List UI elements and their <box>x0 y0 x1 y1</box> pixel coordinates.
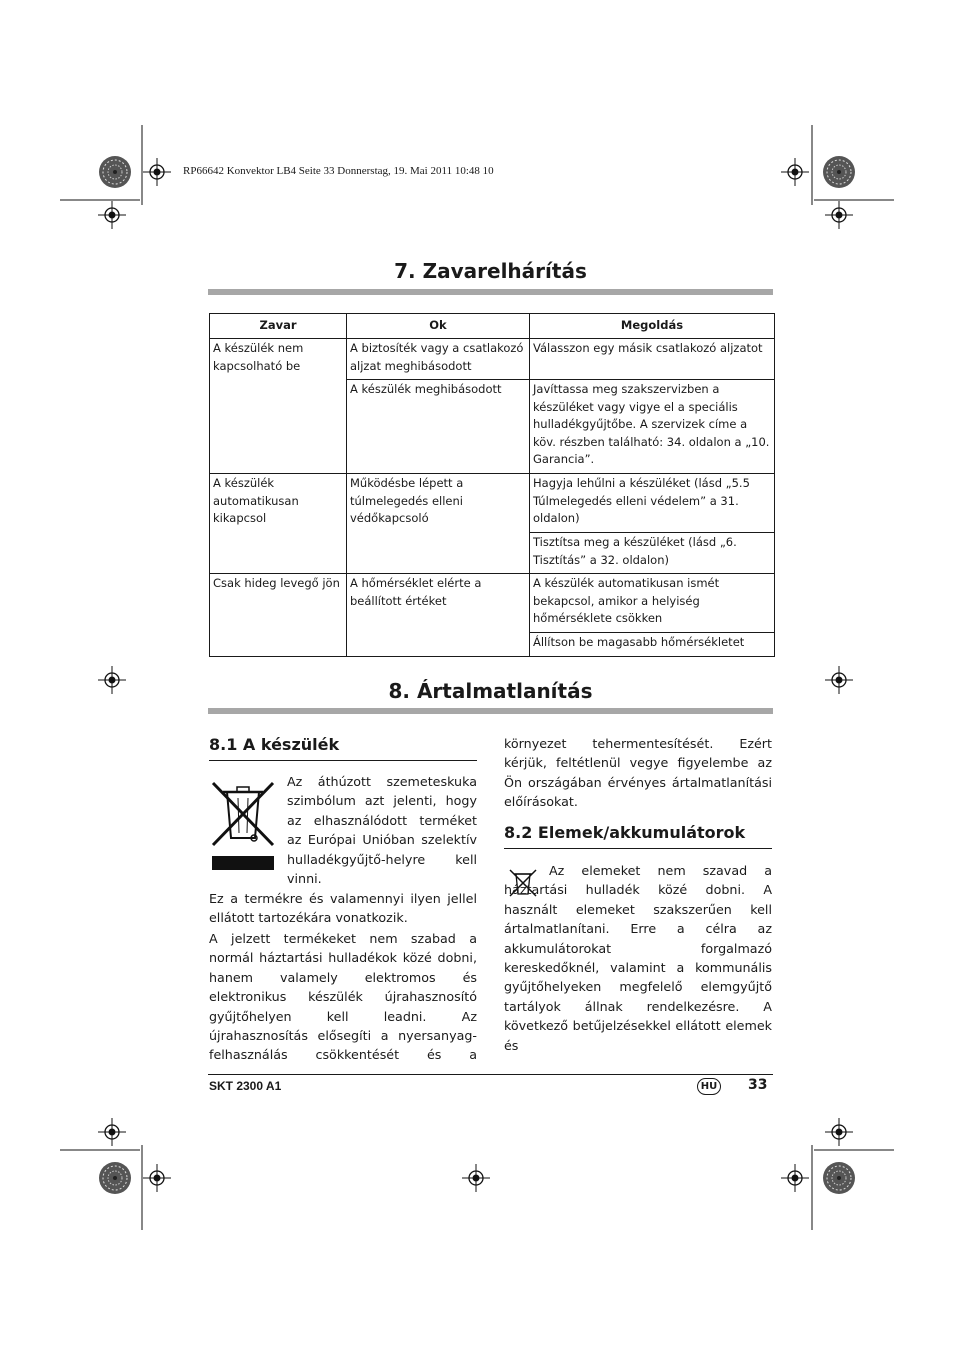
footer-rule <box>208 1074 773 1075</box>
megoldas-cell: Javíttassa meg szakszervizben a készüléket vagy vigye el a speciális hulladékgyűjtőbe. A szervizek címe a köv. részben található: 34. oldalon a „10. Garancia”. <box>530 380 775 474</box>
ok-cell: A készülék meghibásodott <box>347 380 530 474</box>
ok-cell: Működésbe lépett a túlmelegedés elleni védőkapcsoló <box>347 474 530 574</box>
section-8-rule <box>208 708 773 714</box>
subsection-8-1-title: 8.1 A készülék <box>209 735 340 754</box>
weee-paragraph-2: A jelzett termékeket nem szabad a normál háztartási hulladékok közé dobni, hanem valamely elektromos és elektronikus készülék újrahasznosító gyűjtőhelyen kell leadni. Az újrahasznosítás elősegíti a nyersanyag-felhasználás csökkentését és a <box>209 931 477 1063</box>
table-row <box>210 474 775 533</box>
header-megoldas: Megoldás <box>530 314 775 339</box>
subsection-8-2-title: 8.2 Elemek/akkumulátorok <box>504 823 746 842</box>
megoldas-cell: Tisztítsa meg a készüléket (lásd „6. Tisztítás” a 32. oldalon) <box>530 533 775 574</box>
megoldas-cell: Válasszon egy másik csatlakozó aljzatot <box>530 339 775 380</box>
header-zavar: Zavar <box>210 314 347 339</box>
weee-text: Az áthúzott szemeteskuka szimbólum azt jelenti, hogy az elhasználódott terméket az Európai Unióban szelektív hulladékgyűjtő-helyre kell vinni. <box>287 774 477 887</box>
footer-model: SKT 2300 A1 <box>209 1079 282 1093</box>
table-row <box>210 574 775 633</box>
language-badge: HU <box>697 1078 721 1095</box>
ok-cell: A biztosíték vagy a csatlakozó aljzat meghibásodott <box>347 339 530 380</box>
section-8-title: 8. Ártalmatlanítás <box>388 679 593 703</box>
subsection-8-1-rule <box>209 760 477 761</box>
page-number: 33 <box>748 1077 768 1093</box>
table-header-row <box>210 314 775 339</box>
section-7-title: 7. Zavarelhárítás <box>394 259 587 283</box>
zavar-cell: Csak hideg levegő jön <box>210 574 347 657</box>
subsection-8-2-rule <box>504 848 772 849</box>
crossed-bin-icon <box>209 778 277 873</box>
megoldas-cell: A készülék automatikusan ismét bekapcsol, amikor a helyiség hőmérséklete csökken <box>530 574 775 633</box>
battery-text: Az elemeket nem szavad a háztartási hulladék közé dobni. A használt elemeket szakszerűen kell ártalmatlanítani. Erre a célra az akkumulátorokat forgalmazó kereskedőknél, valamint a kommunális gyűjtőhelyeken megfelelő elemgyűjtő tartályok állnak rendelkezésre. A következő betűjelzésekkel ellátott elemek és <box>504 863 772 1053</box>
weee-paragraph-3: környezet tehermentesítését. Ezért kérjük, feltétlenül vegye figyelembe az Ön országában érvényes ártalmatlanítási előírásokat. <box>504 736 772 810</box>
troubleshooting-table <box>209 313 775 657</box>
section-7-rule <box>208 289 773 295</box>
megoldas-cell: Hagyja lehűlni a készüléket (lásd „5.5 Túlmelegedés elleni védelem” a 31. oldalon) <box>530 474 775 533</box>
header-ok: Ok <box>347 314 530 339</box>
printer-slug: RP66642 Konvektor LB4 Seite 33 Donnerstag, 19. Mai 2011 10:48 10 <box>183 165 494 177</box>
megoldas-cell: Állítson be magasabb hőmérsékletet <box>530 633 775 657</box>
zavar-cell: A készülék nem kapcsolható be <box>210 339 347 474</box>
ok-cell: A hőmérséklet elérte a beállított értéket <box>347 574 530 657</box>
weee-paragraph-1: Ez a termékre és valamennyi ilyen jellel ellátott tartozékára vonatkozik. <box>209 891 477 926</box>
zavar-cell: A készülék automatikusan kikapcsol <box>210 474 347 574</box>
table-row <box>210 339 775 380</box>
